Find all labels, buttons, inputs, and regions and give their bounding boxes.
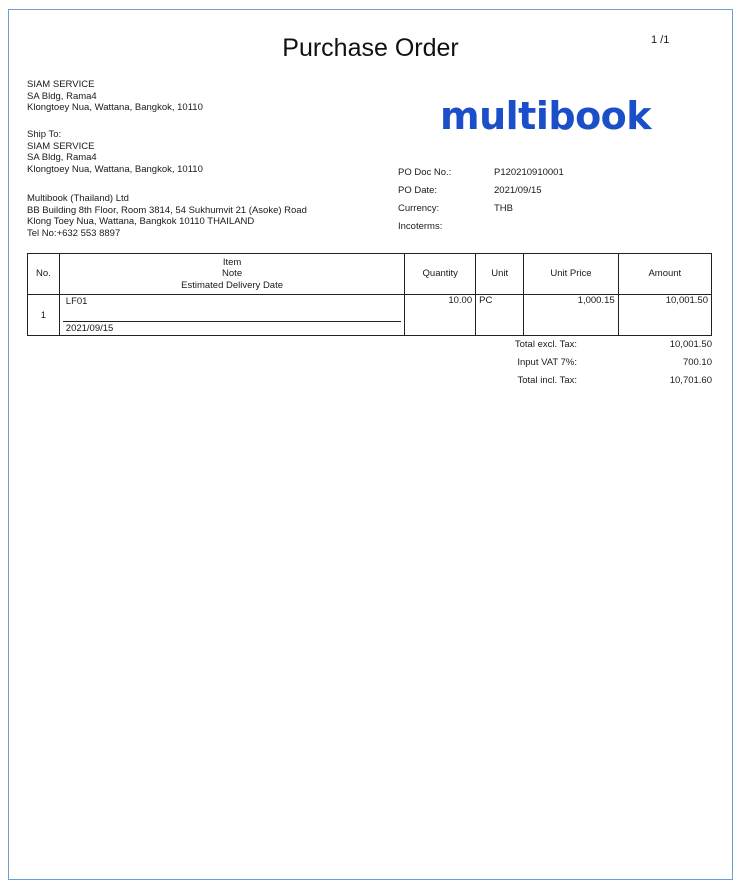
row-amount: 10,001.50 bbox=[618, 295, 711, 336]
row-item-cell bbox=[59, 295, 405, 336]
buyer-block bbox=[27, 193, 307, 239]
col-header-amount: Amount bbox=[618, 254, 711, 295]
col-header-item-line2: Note bbox=[222, 268, 243, 280]
page-number: 1 /1 bbox=[651, 34, 670, 46]
col-header-unit-price: Unit Price bbox=[524, 254, 618, 295]
col-header-quantity: Quantity bbox=[405, 254, 476, 295]
supplier-address-1: SA Bldg, Rama4 bbox=[27, 90, 97, 102]
col-header-no: No. bbox=[28, 254, 60, 295]
input-vat-value: 700.10 bbox=[682, 357, 712, 368]
row-quantity: 10.00 bbox=[405, 295, 476, 336]
buyer-address-2: Klong Toey Nua, Wattana, Bangkok 10110 THAILAND bbox=[27, 216, 255, 227]
buyer-tel: Tel No:+632 553 8897 bbox=[27, 227, 121, 239]
currency-value: THB bbox=[494, 203, 513, 214]
ship-to-block bbox=[27, 129, 203, 175]
document-title: Purchase Order bbox=[282, 34, 459, 62]
table-row bbox=[28, 295, 712, 336]
supplier-address-2: Klongtoey Nua, Wattana, Bangkok, 10110 bbox=[27, 102, 203, 113]
currency-label: Currency: bbox=[398, 203, 440, 214]
input-vat-label: Input VAT 7%: bbox=[517, 357, 577, 368]
table-header-row bbox=[28, 254, 712, 295]
row-unit-price: 1,000.15 bbox=[524, 295, 618, 336]
items-table bbox=[27, 253, 712, 336]
row-no: 1 bbox=[28, 295, 60, 336]
ship-to-name: SIAM SERVICE bbox=[27, 140, 95, 152]
buyer-address-1: BB Building 8th Floor, Room 3814, 54 Sukhumvit 21 (Asoke) Road bbox=[27, 204, 307, 216]
po-date-label: PO Date: bbox=[398, 185, 438, 196]
row-unit: PC bbox=[476, 295, 524, 336]
col-header-item bbox=[59, 254, 405, 295]
po-doc-no-label: PO Doc No.: bbox=[398, 167, 452, 178]
col-header-item-line3: Estimated Delivery Date bbox=[181, 279, 284, 291]
company-logo: multibook bbox=[440, 94, 652, 138]
row-delivery-date: 2021/09/15 bbox=[63, 321, 402, 335]
supplier-name: SIAM SERVICE bbox=[27, 79, 95, 90]
col-header-item-line1: Item bbox=[222, 256, 242, 268]
po-doc-no-value: P120210910001 bbox=[494, 167, 564, 178]
col-header-unit: Unit bbox=[476, 254, 524, 295]
total-incl-tax-label: Total incl. Tax: bbox=[517, 375, 577, 386]
ship-to-address-1: SA Bldg, Rama4 bbox=[27, 152, 97, 163]
incoterms-label: Incoterms: bbox=[398, 221, 443, 232]
po-date-value: 2021/09/15 bbox=[494, 185, 542, 196]
row-item-code: LF01 bbox=[65, 296, 88, 307]
total-incl-tax-value: 10,701.60 bbox=[669, 375, 712, 386]
buyer-name: Multibook (Thailand) Ltd bbox=[27, 193, 129, 204]
supplier-block bbox=[27, 79, 203, 114]
ship-to-address-2: Klongtoey Nua, Wattana, Bangkok, 10110 bbox=[27, 163, 203, 175]
total-excl-tax-value: 10,001.50 bbox=[669, 339, 712, 350]
ship-to-label: Ship To: bbox=[27, 129, 62, 140]
total-excl-tax-label: Total excl. Tax: bbox=[514, 339, 577, 350]
